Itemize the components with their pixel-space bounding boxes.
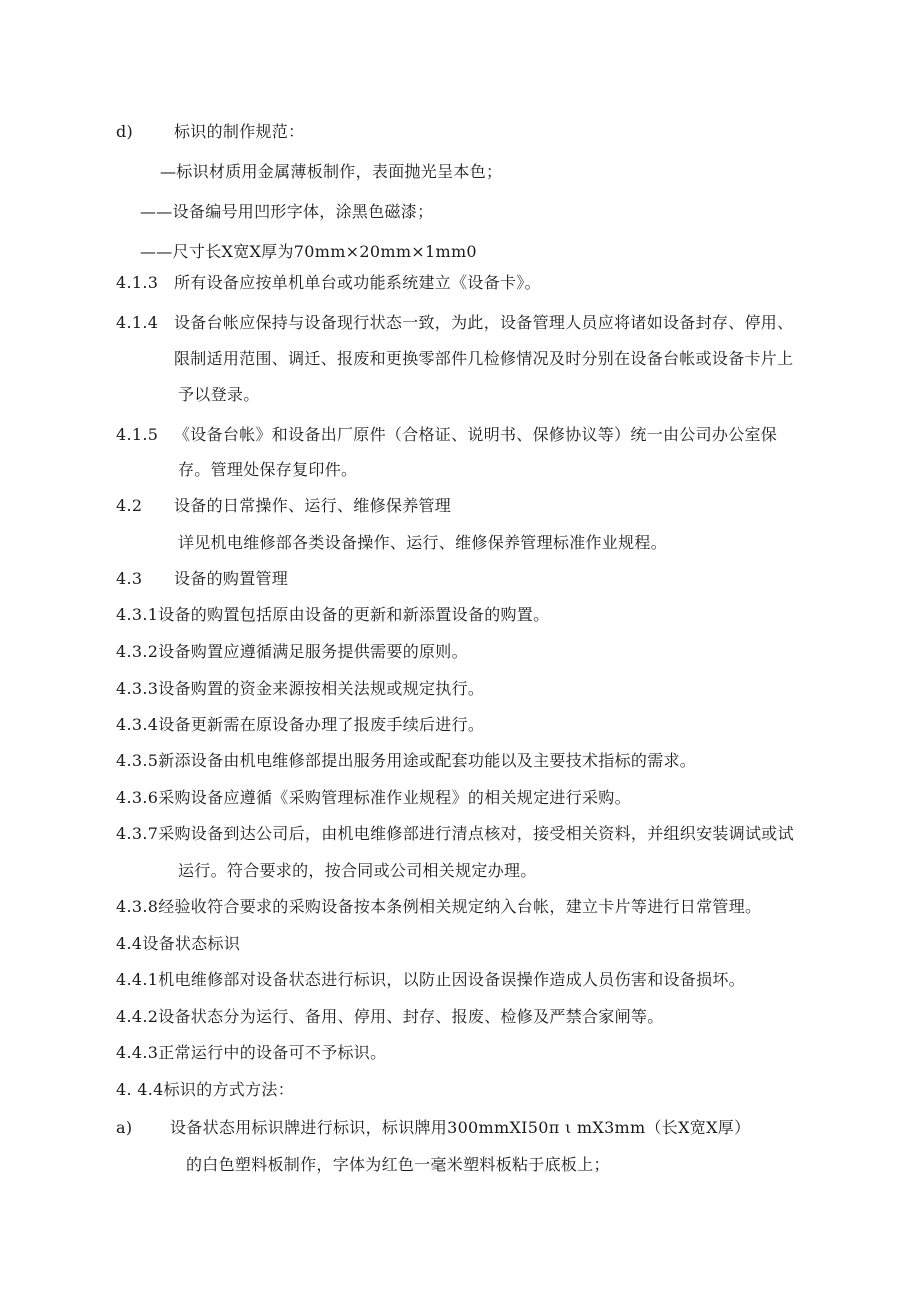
doc-line-label: a) <box>116 1118 133 1137</box>
doc-line: 4.3.7采购设备到达公司后，由机电维修部进行清点核对，接受相关资料，并组织安装调试或试 <box>116 824 794 843</box>
doc-line: 4.4.1机电维修部对设备状态进行标识，以防止因设备误操作造成人员伤害和设备损坏。 <box>116 970 746 989</box>
doc-line: 4.3.6采购设备应遵循《采购管理标准作业规程》的相关规定进行采购。 <box>116 788 631 807</box>
doc-line: 予以登录。 <box>178 385 260 404</box>
doc-line: ——尺寸长X宽X厚为70mm×20mm×1mm0 <box>140 242 477 261</box>
doc-line: 标识的制作规范： <box>174 122 305 141</box>
doc-line: 4.4.2设备状态分为运行、备用、停用、封存、报废、检修及严禁合家闸等。 <box>116 1007 664 1026</box>
doc-line: 4.3.1设备的购置包括原由设备的更新和新添置设备的购置。 <box>116 605 550 624</box>
doc-line: 设备的购置管理 <box>174 569 289 588</box>
doc-line: 设备台帐应保持与设备现行状态一致，为此，设备管理人员应将诸如设备封存、停用、 <box>174 313 794 332</box>
doc-line-label: d) <box>116 122 134 141</box>
doc-line: 所有设备应按单机单台或功能系统建立《设备卡》。 <box>174 273 541 292</box>
doc-line-label: 4.1.3 <box>116 273 159 292</box>
doc-line: —标识材质用金属薄板制作，表面抛光呈本色； <box>160 162 503 181</box>
doc-line: 4.3.2设备购置应遵循满足服务提供需要的原则。 <box>116 642 468 661</box>
doc-line: ——设备编号用凹形字体，涂黑色磁漆； <box>140 202 434 221</box>
doc-line-label: 4.1.4 <box>116 313 159 332</box>
doc-line: 设备状态用标识牌进行标识，标识牌用300mmXI50π ι mX3mm（长X宽X厚） <box>170 1118 751 1137</box>
doc-line-label: 4.2 <box>116 496 143 515</box>
doc-line-label: 4.1.5 <box>116 425 159 444</box>
doc-line: 4.3.5新添设备由机电维修部提出服务用途或配套功能以及主要技术指标的需求。 <box>116 751 697 770</box>
doc-line: 4. 4.4标识的方式方法： <box>116 1080 294 1099</box>
doc-line: 设备的日常操作、运行、维修保养管理 <box>174 496 452 515</box>
doc-line-label: 4.3 <box>116 569 143 588</box>
doc-line: 《设备台帐》和设备出厂原件（合格证、说明书、保修协议等）统一由公司办公室保 <box>174 425 778 444</box>
doc-line: 限制适用范围、调迁、报废和更换零部件几检修情况及时分别在设备台帐或设备卡片上 <box>174 349 794 368</box>
doc-line: 4.3.3设备购置的资金来源按相关法规或规定执行。 <box>116 679 485 698</box>
doc-line: 存。管理处保存复印件。 <box>178 460 358 479</box>
doc-line: 运行。符合要求的，按合同或公司相关规定办理。 <box>178 861 537 880</box>
doc-line: 详见机电维修部各类设备操作、运行、维修保养管理标准作业规程。 <box>178 533 668 552</box>
doc-line: 4.3.8经验收符合要求的采购设备按本条例相关规定纳入台帐，建立卡片等进行日常管理。 <box>116 897 762 916</box>
doc-line: 4.4设备状态标识 <box>116 934 241 953</box>
doc-line: 4.3.4设备更新需在原设备办理了报废手续后进行。 <box>116 715 485 734</box>
doc-line: 4.4.3正常运行中的设备可不予标识。 <box>116 1043 387 1062</box>
doc-line: 的白色塑料板制作，字体为红色一毫米塑料板粘于底板上； <box>186 1155 610 1174</box>
